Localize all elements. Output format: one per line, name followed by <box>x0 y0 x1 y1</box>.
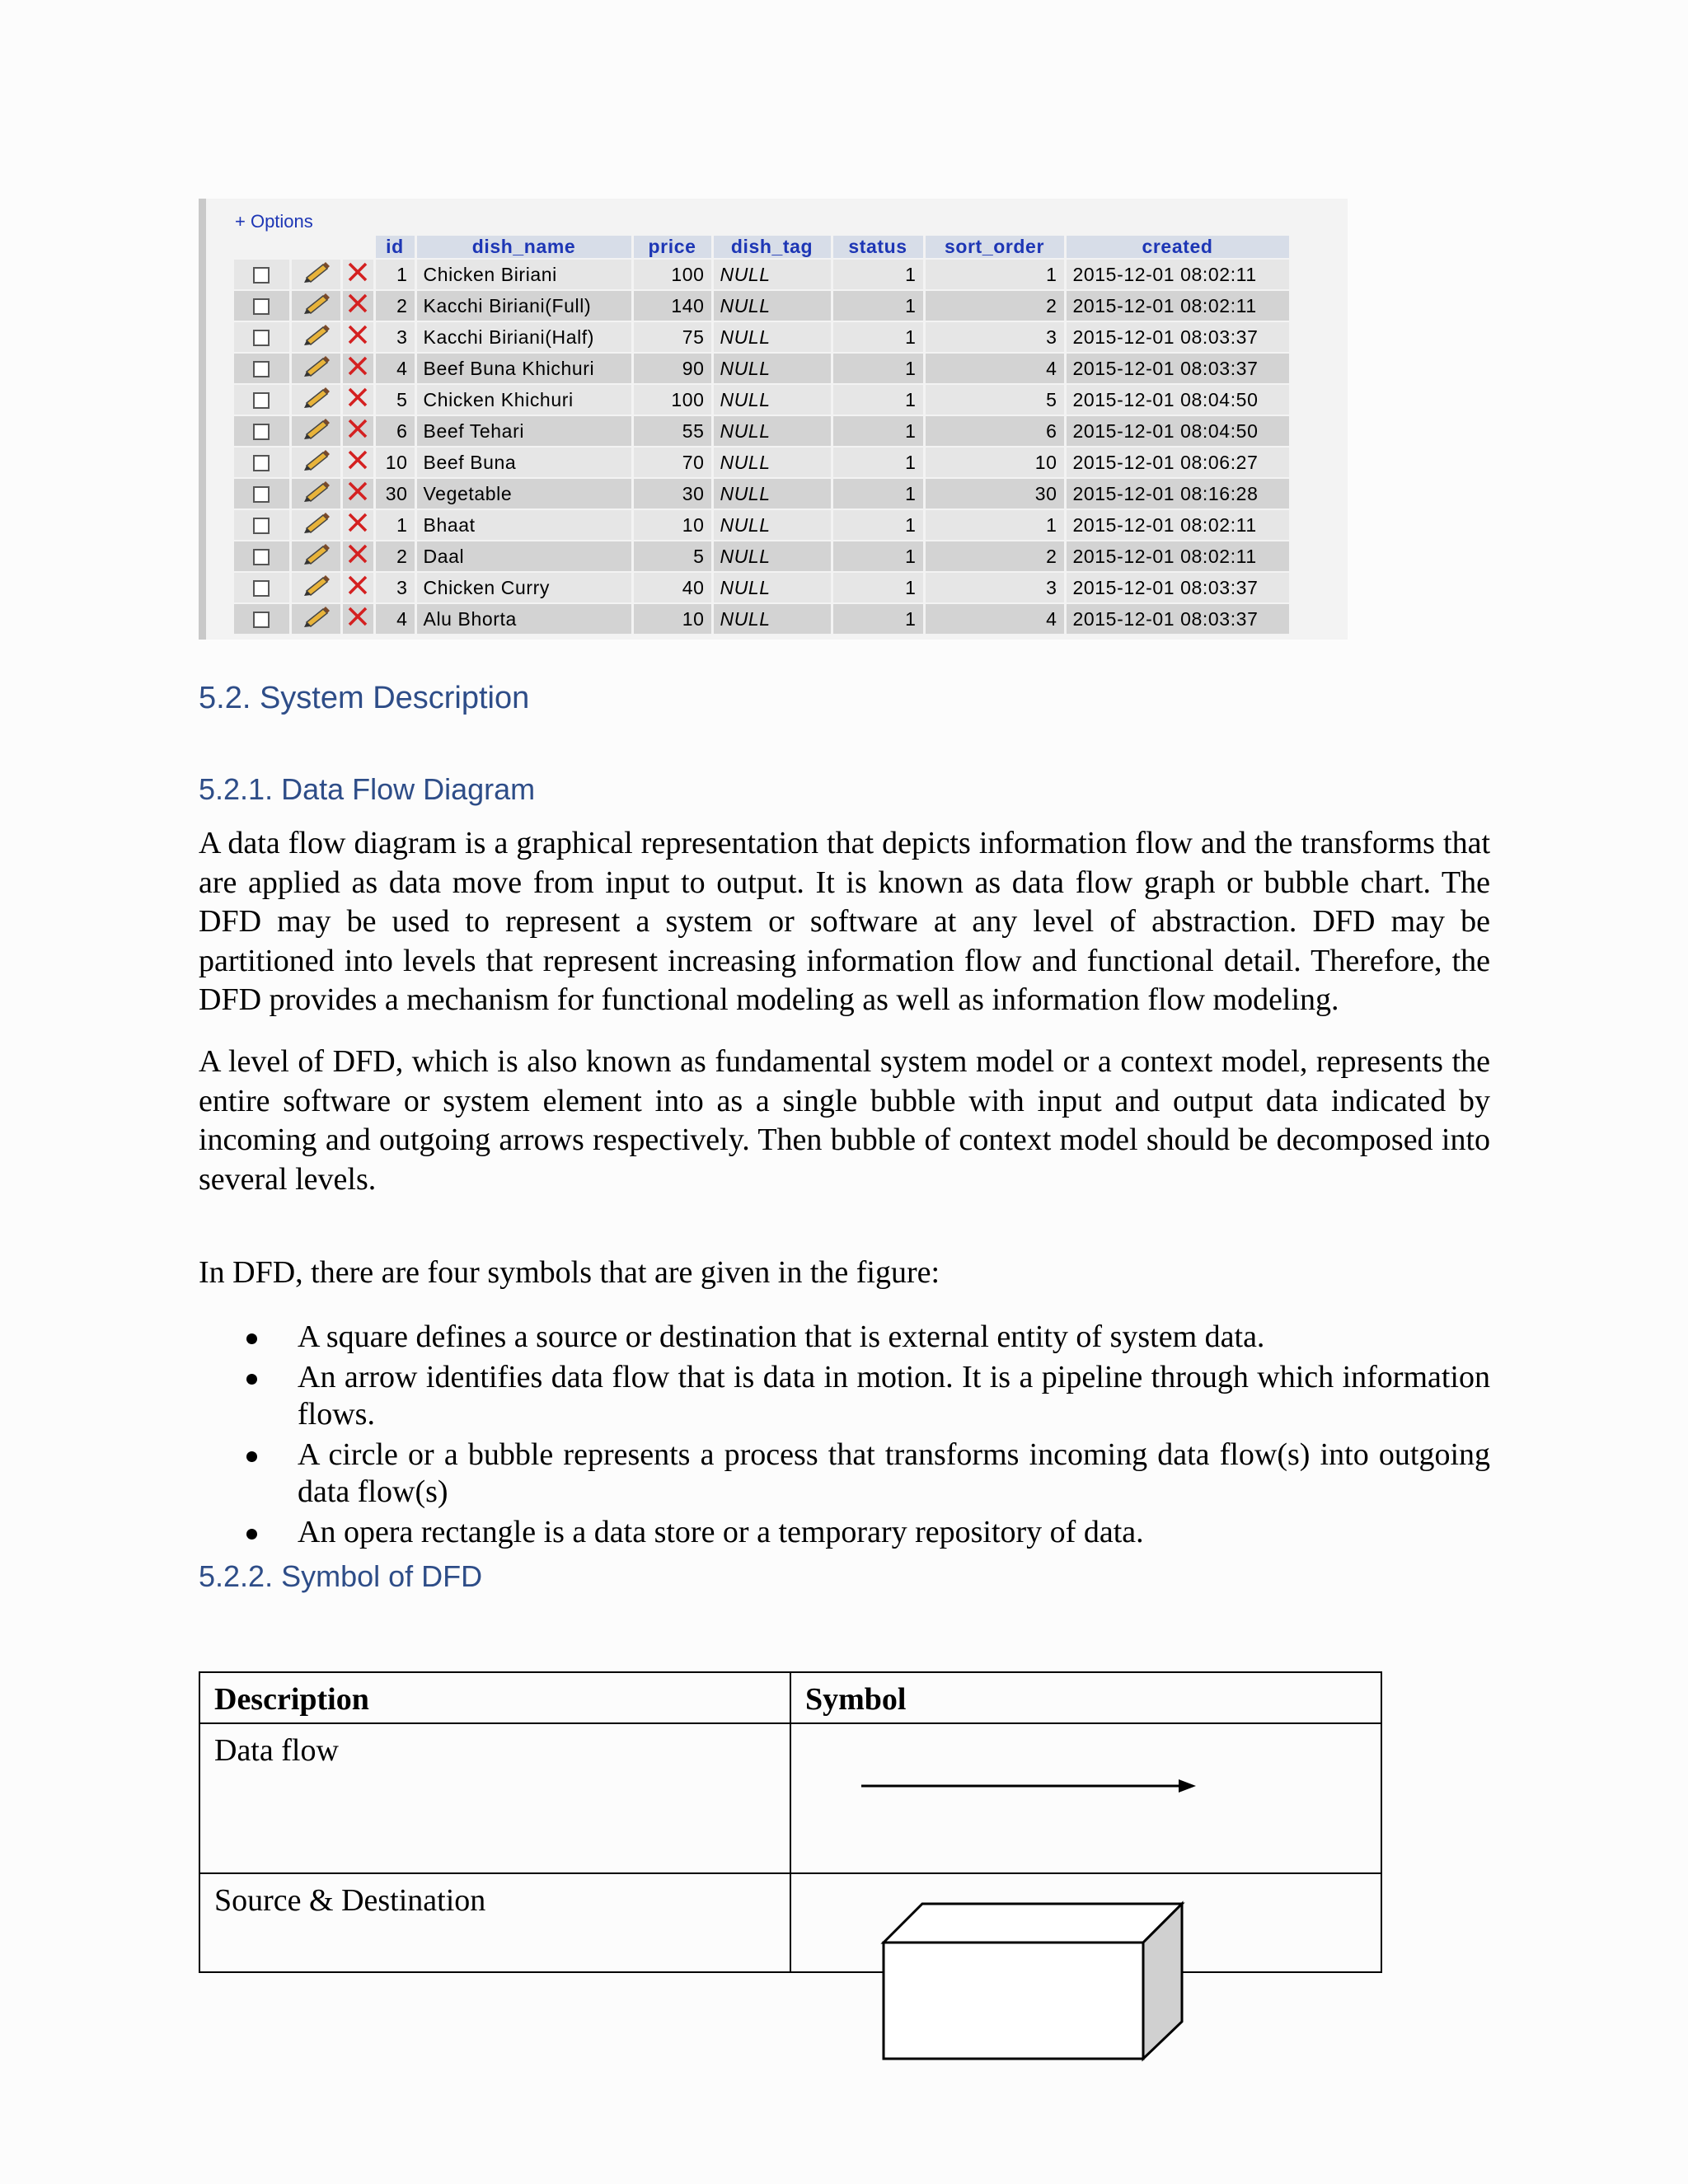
list-item <box>199 1319 1490 1356</box>
checkbox-icon[interactable] <box>253 455 270 471</box>
header-spacer <box>234 236 290 259</box>
table-row <box>234 541 1290 572</box>
paragraph-context-model: A level of DFD, which is also known as fundamental system model or a context model, represents the entire software or system element into as a single bubble with input and output data indicated by incoming and outgoing arrows respectively. Then bubble of context model should be decomposed into several levels. <box>199 1044 1490 1197</box>
cell-price: 5 <box>632 541 712 572</box>
row-delete-cell <box>341 384 374 415</box>
cell-dish-tag: NULL <box>712 541 832 572</box>
delete-x-icon[interactable] <box>346 449 369 476</box>
cell-id: 6 <box>374 415 415 447</box>
column-header-description: Description <box>199 1672 790 1723</box>
cell-id: 2 <box>374 541 415 572</box>
cell-created: 2015-12-01 08:06:27 <box>1065 447 1290 478</box>
description-cell: Data flow <box>199 1723 790 1873</box>
edit-pencil-icon[interactable] <box>302 324 330 350</box>
cell-created: 2015-12-01 08:03:37 <box>1065 572 1290 603</box>
db-table-screenshot <box>199 199 1348 640</box>
list-item-text: An arrow identifies data flow that is data in motion. It is a pipeline through which information flows. <box>298 1360 1490 1432</box>
cell-created: 2015-12-01 08:03:37 <box>1065 353 1290 384</box>
symbol-cell <box>790 1873 1381 1972</box>
table-header-row <box>234 236 1290 259</box>
list-item <box>199 1514 1490 1551</box>
cell-price: 10 <box>632 509 712 541</box>
row-select-cell <box>234 259 290 290</box>
edit-pencil-icon[interactable] <box>302 512 330 538</box>
column-header-id[interactable]: id <box>374 236 415 259</box>
list-item-text: A circle or a bubble represents a process that transforms incoming data flow(s) into outgoing data flow(s) <box>298 1437 1490 1509</box>
column-header-price[interactable]: price <box>632 236 712 259</box>
row-select-cell <box>234 415 290 447</box>
cell-price: 10 <box>632 603 712 635</box>
cell-sort-order: 4 <box>924 353 1065 384</box>
cell-id: 4 <box>374 353 415 384</box>
list-item <box>199 1436 1490 1511</box>
dish-table <box>234 236 1292 635</box>
cell-status: 1 <box>832 321 924 353</box>
cell-dish-name: Beef Tehari <box>415 415 632 447</box>
list-item-text: A square defines a source or destination that is external entity of system data. <box>298 1319 1265 1354</box>
delete-x-icon[interactable] <box>346 512 369 538</box>
table-row <box>234 290 1290 321</box>
table-body <box>234 259 1290 635</box>
row-select-cell <box>234 447 290 478</box>
cell-dish-tag: NULL <box>712 415 832 447</box>
cell-created: 2015-12-01 08:02:11 <box>1065 290 1290 321</box>
cell-dish-name: Kacchi Biriani(Full) <box>415 290 632 321</box>
row-delete-cell <box>341 415 374 447</box>
column-header-dish-name[interactable]: dish_name <box>415 236 632 259</box>
cell-dish-tag: NULL <box>712 572 832 603</box>
table-row <box>234 603 1290 635</box>
cell-dish-tag: NULL <box>712 290 832 321</box>
cell-dish-tag: NULL <box>712 603 832 635</box>
cell-dish-name: Beef Buna <box>415 447 632 478</box>
description-cell: Source & Destination <box>199 1873 790 1972</box>
subsection-heading-symbols: 5.2.2. Symbol of DFD <box>199 1559 483 1593</box>
cell-status: 1 <box>832 353 924 384</box>
edit-pencil-icon[interactable] <box>302 293 330 319</box>
table-row <box>234 384 1290 415</box>
options-link[interactable]: + Options <box>235 211 313 232</box>
row-select-cell <box>234 603 290 635</box>
cell-id: 1 <box>374 259 415 290</box>
cell-sort-order: 2 <box>924 290 1065 321</box>
checkbox-icon[interactable] <box>253 330 270 346</box>
edit-pencil-icon[interactable] <box>302 480 330 507</box>
cell-price: 30 <box>632 478 712 509</box>
cell-id: 2 <box>374 290 415 321</box>
delete-x-icon[interactable] <box>346 480 369 507</box>
row-edit-cell <box>290 478 341 509</box>
column-header-symbol: Symbol <box>790 1672 1381 1723</box>
cell-price: 75 <box>632 321 712 353</box>
table-row <box>234 259 1290 290</box>
cell-status: 1 <box>832 415 924 447</box>
symbol-table-header <box>199 1672 1381 1723</box>
table-row <box>234 321 1290 353</box>
cell-status: 1 <box>832 572 924 603</box>
table-row <box>199 1873 1381 1972</box>
row-edit-cell <box>290 572 341 603</box>
delete-x-icon[interactable] <box>346 355 369 382</box>
row-delete-cell <box>341 572 374 603</box>
delete-x-icon[interactable] <box>346 543 369 569</box>
cell-price: 100 <box>632 259 712 290</box>
cell-dish-name: Daal <box>415 541 632 572</box>
checkbox-icon[interactable] <box>253 486 270 503</box>
cell-dish-tag: NULL <box>712 353 832 384</box>
bullet-icon <box>246 1333 257 1344</box>
cell-dish-name: Bhaat <box>415 509 632 541</box>
cell-price: 55 <box>632 415 712 447</box>
row-edit-cell <box>290 415 341 447</box>
cell-created: 2015-12-01 08:03:37 <box>1065 321 1290 353</box>
delete-x-icon[interactable] <box>346 418 369 444</box>
header-spacer <box>290 236 341 259</box>
checkbox-icon[interactable] <box>253 298 270 315</box>
edit-pencil-icon[interactable] <box>302 606 330 632</box>
table-row <box>234 353 1290 384</box>
cell-status: 1 <box>832 603 924 635</box>
subsection-heading-dfd: 5.2.1. Data Flow Diagram <box>199 772 536 806</box>
symbol-cell <box>790 1723 1381 1873</box>
row-edit-cell <box>290 321 341 353</box>
header-spacer <box>341 236 374 259</box>
cell-sort-order: 30 <box>924 478 1065 509</box>
cell-id: 10 <box>374 447 415 478</box>
cell-created: 2015-12-01 08:02:11 <box>1065 259 1290 290</box>
checkbox-icon[interactable] <box>253 580 270 597</box>
cell-dish-name: Vegetable <box>415 478 632 509</box>
edit-pencil-icon[interactable] <box>302 387 330 413</box>
row-delete-cell <box>341 259 374 290</box>
delete-x-icon[interactable] <box>346 293 369 319</box>
cell-sort-order: 10 <box>924 447 1065 478</box>
cell-id: 3 <box>374 321 415 353</box>
edit-pencil-icon[interactable] <box>302 418 330 444</box>
row-delete-cell <box>341 353 374 384</box>
section-heading: 5.2. System Description <box>199 681 530 715</box>
cell-status: 1 <box>832 259 924 290</box>
cell-created: 2015-12-01 08:02:11 <box>1065 509 1290 541</box>
column-header-dish-tag[interactable]: dish_tag <box>712 236 832 259</box>
cell-status: 1 <box>832 478 924 509</box>
row-delete-cell <box>341 290 374 321</box>
cell-dish-name: Kacchi Biriani(Half) <box>415 321 632 353</box>
edit-pencil-icon[interactable] <box>302 355 330 382</box>
delete-x-icon[interactable] <box>346 324 369 350</box>
cell-dish-tag: NULL <box>712 259 832 290</box>
row-select-cell <box>234 321 290 353</box>
row-edit-cell <box>290 603 341 635</box>
edit-pencil-icon[interactable] <box>302 543 330 569</box>
cell-status: 1 <box>832 290 924 321</box>
cell-status: 1 <box>832 384 924 415</box>
row-delete-cell <box>341 478 374 509</box>
table-row <box>234 509 1290 541</box>
checkbox-icon[interactable] <box>253 392 270 409</box>
cell-sort-order: 3 <box>924 321 1065 353</box>
delete-x-icon[interactable] <box>346 574 369 601</box>
cell-id: 4 <box>374 603 415 635</box>
cell-dish-name: Chicken Khichuri <box>415 384 632 415</box>
table-row <box>199 1723 1381 1873</box>
cell-created: 2015-12-01 08:04:50 <box>1065 415 1290 447</box>
row-edit-cell <box>290 259 341 290</box>
symbol-bullet-list <box>199 1319 1490 1551</box>
checkbox-icon[interactable] <box>253 361 270 377</box>
cell-dish-tag: NULL <box>712 509 832 541</box>
cell-status: 1 <box>832 541 924 572</box>
cell-dish-name: Chicken Biriani <box>415 259 632 290</box>
cell-price: 70 <box>632 447 712 478</box>
cell-id: 5 <box>374 384 415 415</box>
bullet-icon <box>246 1374 257 1385</box>
edit-pencil-icon[interactable] <box>302 449 330 476</box>
row-delete-cell <box>341 603 374 635</box>
delete-x-icon[interactable] <box>346 387 369 413</box>
row-edit-cell <box>290 509 341 541</box>
row-select-cell <box>234 353 290 384</box>
cell-price: 140 <box>632 290 712 321</box>
cell-dish-name: Beef Buna Khichuri <box>415 353 632 384</box>
checkbox-icon[interactable] <box>253 612 270 628</box>
cell-sort-order: 1 <box>924 259 1065 290</box>
checkbox-icon[interactable] <box>253 549 270 565</box>
column-header-created[interactable]: created <box>1065 236 1290 259</box>
table-row <box>234 478 1290 509</box>
checkbox-icon[interactable] <box>253 424 270 440</box>
row-edit-cell <box>290 353 341 384</box>
column-header-sort-order[interactable]: sort_order <box>924 236 1065 259</box>
row-delete-cell <box>341 321 374 353</box>
delete-x-icon[interactable] <box>346 606 369 632</box>
cell-dish-name: Chicken Curry <box>415 572 632 603</box>
paragraph-symbols-intro: In DFD, there are four symbols that are given in the figure: <box>199 1255 940 1290</box>
cell-sort-order: 5 <box>924 384 1065 415</box>
table-row <box>234 447 1290 478</box>
cell-dish-tag: NULL <box>712 384 832 415</box>
cell-sort-order: 3 <box>924 572 1065 603</box>
bullet-icon <box>246 1451 257 1462</box>
cell-price: 100 <box>632 384 712 415</box>
row-delete-cell <box>341 447 374 478</box>
row-delete-cell <box>341 509 374 541</box>
cell-dish-tag: NULL <box>712 478 832 509</box>
cell-created: 2015-12-01 08:04:50 <box>1065 384 1290 415</box>
edit-pencil-icon[interactable] <box>302 574 330 601</box>
cell-sort-order: 1 <box>924 509 1065 541</box>
row-delete-cell <box>341 541 374 572</box>
cell-created: 2015-12-01 08:03:37 <box>1065 603 1290 635</box>
row-edit-cell <box>290 447 341 478</box>
cell-sort-order: 4 <box>924 603 1065 635</box>
cell-status: 1 <box>832 447 924 478</box>
dfd-symbol-table <box>199 1671 1382 1973</box>
cell-sort-order: 6 <box>924 415 1065 447</box>
cell-id: 3 <box>374 572 415 603</box>
row-edit-cell <box>290 541 341 572</box>
checkbox-icon[interactable] <box>253 518 270 534</box>
cell-dish-tag: NULL <box>712 321 832 353</box>
cell-id: 1 <box>374 509 415 541</box>
table-row <box>234 572 1290 603</box>
cell-dish-tag: NULL <box>712 447 832 478</box>
cell-price: 90 <box>632 353 712 384</box>
row-select-cell <box>234 478 290 509</box>
checkbox-icon[interactable] <box>253 267 270 284</box>
row-select-cell <box>234 509 290 541</box>
column-header-status[interactable]: status <box>832 236 924 259</box>
cell-sort-order: 2 <box>924 541 1065 572</box>
paragraph-dfd-definition: A data flow diagram is a graphical representation that depicts information flow and the transforms that are applied as data move from input to output. It is known as data flow graph or bubble chart. The DFD may be used to represent a system or software at any level of abstraction. DFD may be partitioned into levels that represent increasing information flow and functional detail. Therefore, the DFD provides a mechanism for functional modeling as well as information flow modeling. <box>199 826 1490 1017</box>
cell-created: 2015-12-01 08:16:28 <box>1065 478 1290 509</box>
edit-pencil-icon[interactable] <box>302 261 330 288</box>
cuboid-box-icon <box>884 1904 1185 2060</box>
cell-created: 2015-12-01 08:02:11 <box>1065 541 1290 572</box>
row-edit-cell <box>290 384 341 415</box>
arrow-right-icon <box>861 1778 1199 1794</box>
row-select-cell <box>234 384 290 415</box>
table-row <box>234 415 1290 447</box>
cell-id: 30 <box>374 478 415 509</box>
row-edit-cell <box>290 290 341 321</box>
list-item <box>199 1359 1490 1433</box>
row-select-cell <box>234 290 290 321</box>
cell-status: 1 <box>832 509 924 541</box>
row-select-cell <box>234 541 290 572</box>
list-item-text: An opera rectangle is a data store or a temporary repository of data. <box>298 1515 1144 1549</box>
cell-price: 40 <box>632 572 712 603</box>
row-select-cell <box>234 572 290 603</box>
delete-x-icon[interactable] <box>346 261 369 288</box>
cell-dish-name: Alu Bhorta <box>415 603 632 635</box>
bullet-icon <box>246 1529 257 1540</box>
